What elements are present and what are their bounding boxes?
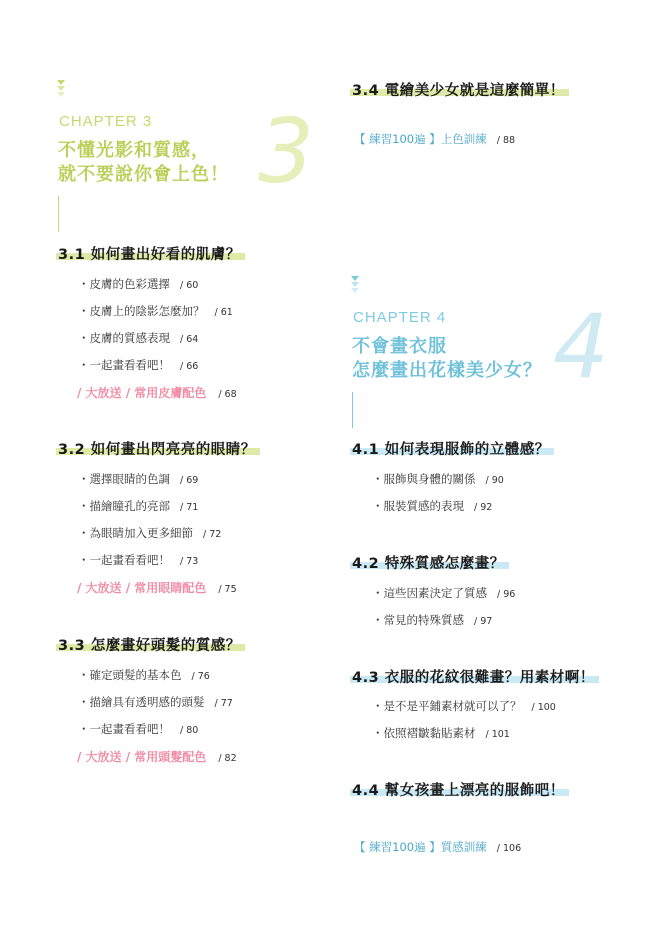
toc-item[interactable]: ・選擇眼睛的色調 / 69 bbox=[78, 472, 199, 486]
section-4-3-heading: 4.3 衣服的花紋很難畫？用素材啊！ bbox=[352, 666, 595, 684]
section-3-2-heading: 3.2 如何畫出閃亮亮的眼睛？ bbox=[58, 438, 256, 456]
section-3-1-heading: 3.1 如何畫出好看的肌膚？ bbox=[58, 243, 241, 261]
toc-item[interactable]: ・一起畫看看吧！ / 80 bbox=[78, 722, 199, 736]
chapter4-label: CHAPTER 4 bbox=[353, 309, 447, 326]
chapter4-number: 4 bbox=[553, 295, 609, 398]
section-4-2-heading: 4.2 特殊質感怎麼畫？ bbox=[352, 552, 505, 570]
section-4-1-heading: 4.1 如何表現服飾的立體感？ bbox=[352, 438, 550, 456]
chapter3-title-line1: 不懂光影和質感， bbox=[58, 140, 210, 161]
toc-item[interactable]: ・皮膚的質感表現 / 64 bbox=[78, 331, 199, 345]
chapter3-title-line2: 就不要說你會上色！ bbox=[58, 164, 229, 185]
toc-item[interactable]: ・是不是平鋪素材就可以了？ / 100 bbox=[372, 699, 556, 713]
practice-item[interactable]: 【 練習100遍 】上色訓練 / 88 bbox=[354, 132, 516, 146]
chapter4-title-line2: 怎麼畫出花樣美少女？ bbox=[352, 360, 542, 381]
toc-item[interactable]: ・描繪具有透明感的頭髮 / 77 bbox=[78, 695, 233, 709]
chapter3-divider bbox=[58, 196, 59, 232]
chapter3-number: 3 bbox=[258, 100, 314, 203]
toc-item[interactable]: ・皮膚上的陰影怎麼加？ / 61 bbox=[78, 304, 233, 318]
section-3-3-heading: 3.3 怎麼畫好頭髮的質感？ bbox=[58, 634, 241, 652]
toc-item[interactable]: ・描繪瞳孔的亮部 / 71 bbox=[78, 499, 199, 513]
toc-item[interactable]: ・一起畫看看吧！ / 66 bbox=[78, 358, 199, 372]
bonus-item[interactable]: / 大放送 / 常用頭髮配色 / 82 bbox=[77, 750, 237, 764]
toc-item[interactable]: ・依照褶皺黏貼素材 / 101 bbox=[372, 726, 510, 740]
triangle-marker-icon bbox=[351, 276, 361, 298]
chapter4-title-line1: 不會畫衣服 bbox=[352, 336, 447, 357]
toc-item[interactable]: ・服裝質感的表現 / 92 bbox=[372, 499, 493, 513]
chapter4-divider bbox=[352, 392, 353, 428]
toc-item[interactable]: ・這些因素決定了質感 / 96 bbox=[372, 586, 516, 600]
toc-item[interactable]: ・一起畫看看吧！ / 73 bbox=[78, 553, 199, 567]
toc-item[interactable]: ・常見的特殊質感 / 97 bbox=[372, 613, 493, 627]
toc-item[interactable]: ・確定頭髮的基本色 / 76 bbox=[78, 668, 210, 682]
bonus-item[interactable]: / 大放送 / 常用眼睛配色 / 75 bbox=[77, 581, 237, 595]
chapter3-label: CHAPTER 3 bbox=[59, 113, 153, 130]
section-4-4-heading: 4.4 幫女孩畫上漂亮的服飾吧！ bbox=[352, 779, 565, 797]
bonus-item[interactable]: / 大放送 / 常用皮膚配色 / 68 bbox=[77, 386, 237, 400]
practice-item[interactable]: 【 練習100遍 】質感訓練 / 106 bbox=[354, 840, 522, 854]
toc-item[interactable]: ・服飾與身體的關係 / 90 bbox=[372, 472, 504, 486]
toc-item[interactable]: ・為眼睛加入更多細節 / 72 bbox=[78, 526, 222, 540]
toc-item[interactable]: ・皮膚的色彩選擇 / 60 bbox=[78, 277, 199, 291]
triangle-marker-icon bbox=[57, 80, 67, 102]
section-3-4-heading: 3.4 電繪美少女就是這麼簡單！ bbox=[352, 79, 565, 97]
